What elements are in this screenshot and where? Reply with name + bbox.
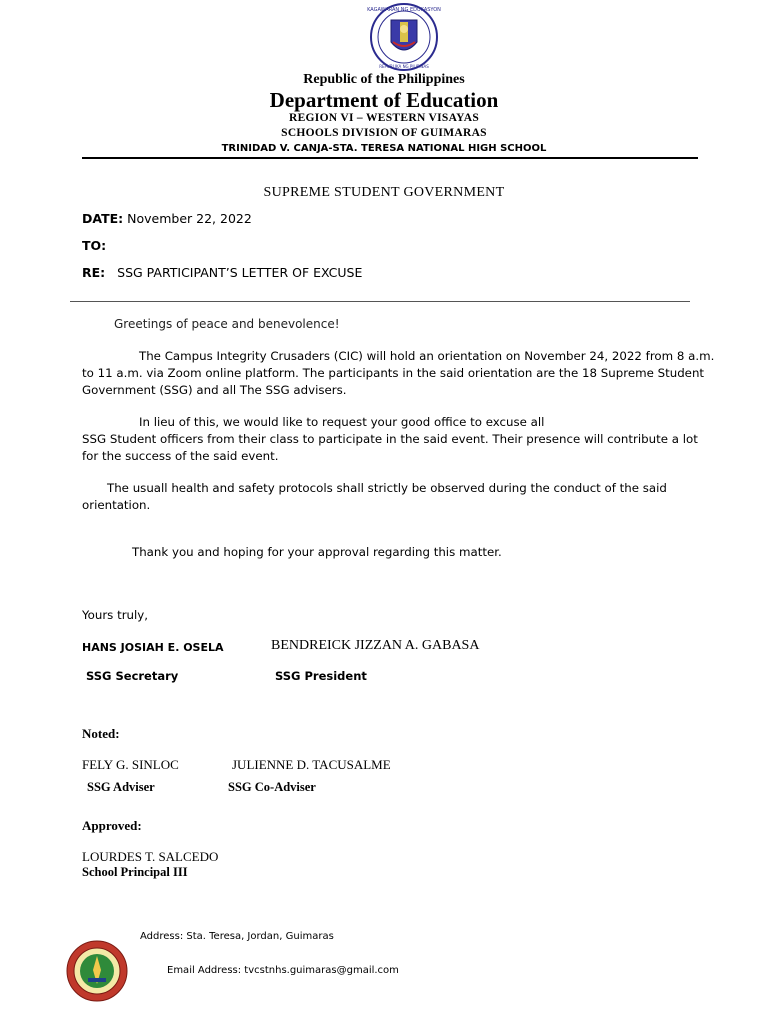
footer-address: Address: Sta. Teresa, Jordan, Guimaras xyxy=(140,931,334,942)
closing: Yours truly, xyxy=(82,608,149,622)
re-label: RE: xyxy=(82,265,106,280)
header-divider xyxy=(82,157,698,159)
svg-text:REPUBLIKA NG PILIPINAS: REPUBLIKA NG PILIPINAS xyxy=(379,64,429,69)
adviser-title: SSG Adviser xyxy=(87,780,155,794)
principal-name: LOURDES T. SALCEDO xyxy=(82,849,219,864)
p2-line2: SSG Student officers from their class to participate in the said event. Their presence will contribute a lot xyxy=(82,432,698,446)
approved-label: Approved: xyxy=(82,818,142,833)
org-heading: SUPREME STUDENT GOVERNMENT xyxy=(263,185,505,200)
footer-email: Email Address: tvcstnhs.guimaras@gmail.com xyxy=(167,965,399,976)
svg-text:KAGAWARAN NG EDUKASYON: KAGAWARAN NG EDUKASYON xyxy=(367,7,441,13)
school-seal-logo xyxy=(66,940,128,1002)
to-label: TO: xyxy=(82,238,107,253)
p1-line2: to 11 a.m. via Zoom online platform. The participants in the said orientation are the 18 Supreme Student xyxy=(82,366,705,380)
region-line: REGION VI – WESTERN VISAYAS xyxy=(288,112,480,124)
p2-line3: for the success of the said event. xyxy=(82,449,279,463)
p3-line2: orientation. xyxy=(82,498,151,512)
thanks-line: Thank you and hoping for your approval regarding this matter. xyxy=(132,545,502,559)
date-value: November 22, 2022 xyxy=(127,211,252,226)
department-title: Department of Education xyxy=(269,88,499,112)
coadviser-name: JULIENNE D. TACUSALME xyxy=(232,757,391,772)
signer1-name: HANS JOSIAH E. OSELA xyxy=(82,641,224,654)
date-label: DATE: xyxy=(82,211,124,226)
school-line: TRINIDAD V. CANJA-STA. TERESA NATIONAL HIGH SCHOOL xyxy=(221,143,547,154)
re-value: SSG PARTICIPANT’S LETTER OF EXCUSE xyxy=(117,265,363,280)
adviser-name: FELY G. SINLOC xyxy=(82,757,179,772)
coadviser-title: SSG Co-Adviser xyxy=(228,780,316,794)
republic-line: Republic of the Philippines xyxy=(303,72,465,87)
division-line: SCHOOLS DIVISION OF GUIMARAS xyxy=(281,127,487,139)
p2-line1: In lieu of this, we would like to request your good office to excuse all xyxy=(139,415,545,429)
p3-line1: The usuall health and safety protocols shall strictly be observed during the conduct of the said xyxy=(107,481,667,495)
principal-title: School Principal III xyxy=(82,865,188,879)
greeting: Greetings of peace and benevolence! xyxy=(114,317,340,331)
memo-divider xyxy=(70,301,690,302)
signer1-title: SSG Secretary xyxy=(86,669,179,683)
deped-seal-logo xyxy=(367,2,441,72)
noted-label: Noted: xyxy=(82,726,120,741)
signer2-name: BENDREICK JIZZAN A. GABASA xyxy=(271,638,480,653)
date-line xyxy=(82,211,252,226)
p1-line3: Government (SSG) and all The SSG advisers. xyxy=(82,383,347,397)
signer2-title: SSG President xyxy=(275,669,367,683)
p1-line1: The Campus Integrity Crusaders (CIC) will hold an orientation on November 24, 2022 from 8 a.m. xyxy=(139,349,715,363)
re-line xyxy=(82,265,362,280)
